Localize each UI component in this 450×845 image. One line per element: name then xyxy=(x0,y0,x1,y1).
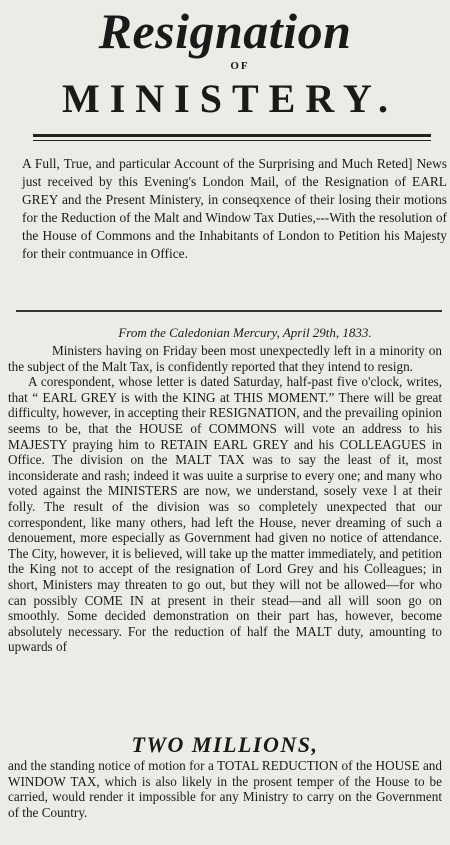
two-millions-heading: TWO MILLIONS, xyxy=(131,732,319,757)
header-rule-thin xyxy=(33,140,431,141)
dateline: From the Caledonian Mercury, April 29th, 1833. xyxy=(118,325,372,340)
section-divider xyxy=(16,310,442,312)
paragraph-2: A corespondent, whose letter is dated Saturday, half-past five o'clock, writes, that “ EARL GREY is with the KING at THIS MOMENT.” There will be great difficulty, however, in accepting their RESIGNATION, and the prevailing opinion seems to be, that the HOUSE of COMMONS will vote an address to his MAJESTY praying him to RETAIN EARL GREY and his COLLEAGUES in Office. The division on the MALT TAX was to say the least of it, most inconsiderate and rash; indeed it was uuite a surprise to every one; and many who voted against the MINISTERS are now, we understand, sosely vexe l at their folly. The result of the division was so completely unexpected that our correspondent, like many others, had left the House, never dreaming of such a denouement, more especially as Government had given no notice of attendance. The City, however, it is believed, will take up the matter immediately, and petition the King not to accept of the resignation of Lord Grey and his Colleagues; in short, Ministers may threaten to go out, but they will not be allowed—for who can possibly COME IN at present in their stead—and all will soon go on smoothly. Some decided demonstration on their part has, however, become absolutely necessary. For the reduction of half the MALT duty, amounting to upwards of xyxy=(8,374,442,655)
summary-paragraph: A Full, True, and particular Account of the Surprising and Much Reted] News just received by this Evening's London Mail, of the Resignation of EARL GREY and the Present Ministery, in conseqxence of their losing their motions for the Reduction of the Malt and Window Tax Duties,---With the resolution of the House of Commons and the Inhabitants of London to Petition his Majesty for their contmuance in Office. xyxy=(22,156,447,261)
headline-of: OF xyxy=(230,60,250,72)
header-rule-thick xyxy=(33,134,431,137)
headline-ministry: MINISTERY. xyxy=(61,76,399,121)
headline-resignation: Resignation xyxy=(98,3,352,59)
paragraph-1: Ministers having on Friday been most unexpectedly left in a minority on the subject of the Malt Tax, is confidently reported that they intend to resign. xyxy=(8,343,442,374)
paragraph-3: and the standing notice of motion for a TOTAL REDUCTION of the HOUSE and WINDOW TAX, which is also likely in the prosent temper of the House to be carried, would render it impossible for any Ministry to carry on the Government of the Country. xyxy=(8,758,442,820)
article-body-continued xyxy=(8,758,442,820)
article-body xyxy=(8,343,442,655)
